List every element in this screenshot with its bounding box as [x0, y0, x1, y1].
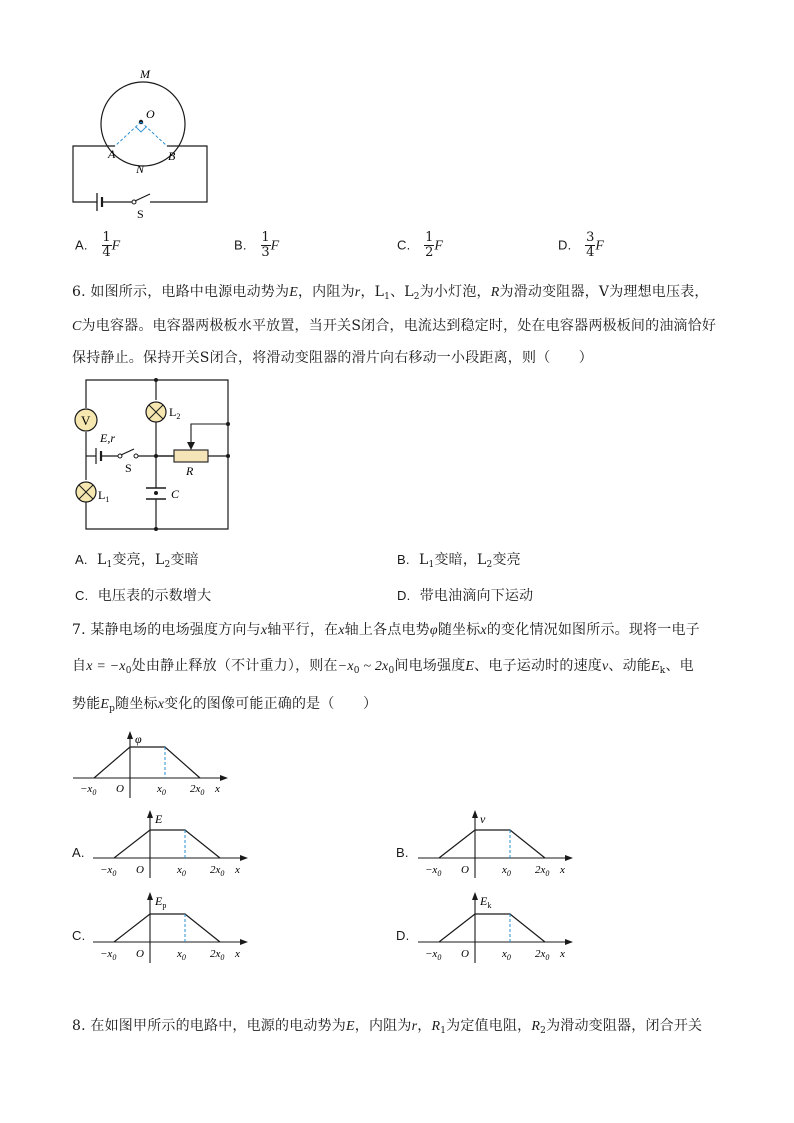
option-letter: D. — [558, 237, 572, 253]
origin-label: O — [116, 783, 124, 795]
fraction: $\frac{1}{3}$ — [261, 230, 270, 260]
svg-text:2x0: $2x_0$ — [210, 948, 225, 962]
option-letter: B. — [234, 237, 247, 253]
svg-text:x0: $x_0$ — [502, 948, 511, 962]
svg-text:S: S — [137, 207, 144, 220]
q7-option-d-graph[interactable] — [413, 890, 583, 964]
q7-option-a-graph[interactable] — [88, 808, 258, 880]
q6-line-3: 保持静止。保持开关S闭合，将滑动变阻器的滑片向右移动一小段距离，则（ ） — [72, 350, 593, 366]
svg-text:2x0: $2x_0$ — [535, 864, 550, 878]
q6-option-d[interactable]: D. 带电油滴向下运动 — [397, 588, 534, 604]
option-letter: C. — [397, 237, 411, 253]
q7-line-3: 势能$E_p$随坐标x变化的图像可能正确的是（ ） — [72, 696, 378, 714]
svg-text:−x0: $-x_0$ — [100, 864, 117, 878]
svg-text:x: x — [235, 948, 240, 960]
svg-text:E: E — [155, 812, 163, 826]
q5-circuit-figure — [60, 60, 230, 220]
svg-text:Ep: $E_p$ — [155, 894, 167, 910]
svg-text:x0: $x_0$ — [177, 948, 186, 962]
svg-text:x: x — [560, 864, 565, 876]
svg-text:B: B — [168, 149, 176, 163]
fraction: $\frac{1}{4}$ — [102, 230, 111, 260]
svg-text:v: v — [480, 812, 486, 826]
q7-option-b-graph[interactable] — [413, 808, 583, 880]
q6-line-1: 6. 如图所示，电路中电源电动势为E，内阻为r，$L_1$、$L_2$为小灯泡，R为滑动变阻器，V为理想电压表， — [72, 284, 709, 302]
svg-text:φ: φ — [135, 732, 142, 746]
svg-text:N: N — [136, 162, 145, 176]
q6-circuit-figure — [70, 372, 240, 537]
q7-option-d-label[interactable]: D. — [396, 928, 410, 943]
svg-text:x0: $x_0$ — [502, 864, 511, 878]
svg-text:O: O — [146, 107, 155, 121]
q8-line-1: 8. 在如图甲所示的电路中，电源的电动势为E，内阻为r，$R_1$为定值电阻，$R_2$为滑动变阻器，闭合开关 — [72, 1018, 703, 1036]
svg-text:x0: $x_0$ — [157, 783, 166, 797]
q7-option-a-label[interactable]: A. — [72, 845, 85, 860]
q6-option-c[interactable]: C. 电压表的示数增大 — [75, 588, 212, 604]
svg-text:O: O — [461, 948, 469, 960]
svg-text:O: O — [461, 864, 469, 876]
svg-text:−x0: $-x_0$ — [80, 783, 97, 797]
svg-text:−x0: $-x_0$ — [425, 948, 442, 962]
svg-text:x: x — [235, 864, 240, 876]
svg-text:x: x — [560, 948, 565, 960]
fraction: $\frac{1}{2}$ — [425, 230, 434, 260]
svg-text:x0: $x_0$ — [177, 864, 186, 878]
q5-option-b[interactable]: B. $\frac{1}{3}$ F — [234, 230, 280, 260]
svg-text:L2: $L_2$ — [169, 405, 181, 421]
q5-option-c[interactable]: C. $\frac{1}{2}$ F — [397, 230, 444, 260]
q5-option-d[interactable]: D. $\frac{3}{4}$ F — [558, 230, 605, 260]
q7-option-b-label[interactable]: B. — [396, 845, 409, 860]
svg-text:2x0: $2x_0$ — [210, 864, 225, 878]
svg-text:O: O — [136, 948, 144, 960]
svg-text:O: O — [136, 864, 144, 876]
svg-text:2x0: $2x_0$ — [535, 948, 550, 962]
q6-line-2: C为电容器。电容器两极板水平放置，当开关S闭合，电流达到稳定时，处在电容器两极板间的油滴恰好 — [72, 318, 717, 334]
svg-text:−x0: $-x_0$ — [425, 864, 442, 878]
svg-text:Ek: $E_k$ — [480, 894, 492, 910]
option-letter: A. — [75, 237, 88, 253]
svg-text:E,r: E,r — [100, 431, 115, 445]
svg-text:C: C — [171, 487, 180, 501]
svg-text:R: R — [186, 464, 194, 478]
q6-option-b[interactable]: B. $L_1$变暗，$L_2$变亮 — [397, 552, 521, 570]
svg-text:S: S — [125, 461, 132, 475]
q7-line-2: 自$x = -x_0$处由静止释放（不计重力），则在$-x_0$ ~ $2x_0$间电场强度E、电子运动时的速度v、动能$E_k$、电 — [72, 658, 694, 676]
svg-text:V: V — [81, 413, 91, 428]
svg-text:−x0: $-x_0$ — [100, 948, 117, 962]
svg-text:2x0: $2x_0$ — [190, 783, 205, 797]
q7-phi-graph — [68, 730, 238, 800]
fraction: $\frac{3}{4}$ — [586, 230, 595, 260]
q6-option-a[interactable]: A. $L_1$变亮，$L_2$变暗 — [75, 552, 199, 570]
svg-text:x: x — [215, 783, 220, 795]
q5-option-a[interactable]: A. $\frac{1}{4}$ F — [75, 230, 121, 260]
svg-text:M: M — [140, 67, 150, 81]
svg-text:A: A — [108, 147, 116, 161]
svg-text:L1: $L_1$ — [98, 488, 110, 504]
q7-line-1: 7. 某静电场的电场强度方向与x轴平行，在x轴上各点电势φ随坐标x的变化情况如图所示。现将一电子 — [72, 622, 700, 638]
q7-option-c-graph[interactable] — [88, 890, 258, 964]
q7-option-c-label[interactable]: C. — [72, 928, 86, 943]
